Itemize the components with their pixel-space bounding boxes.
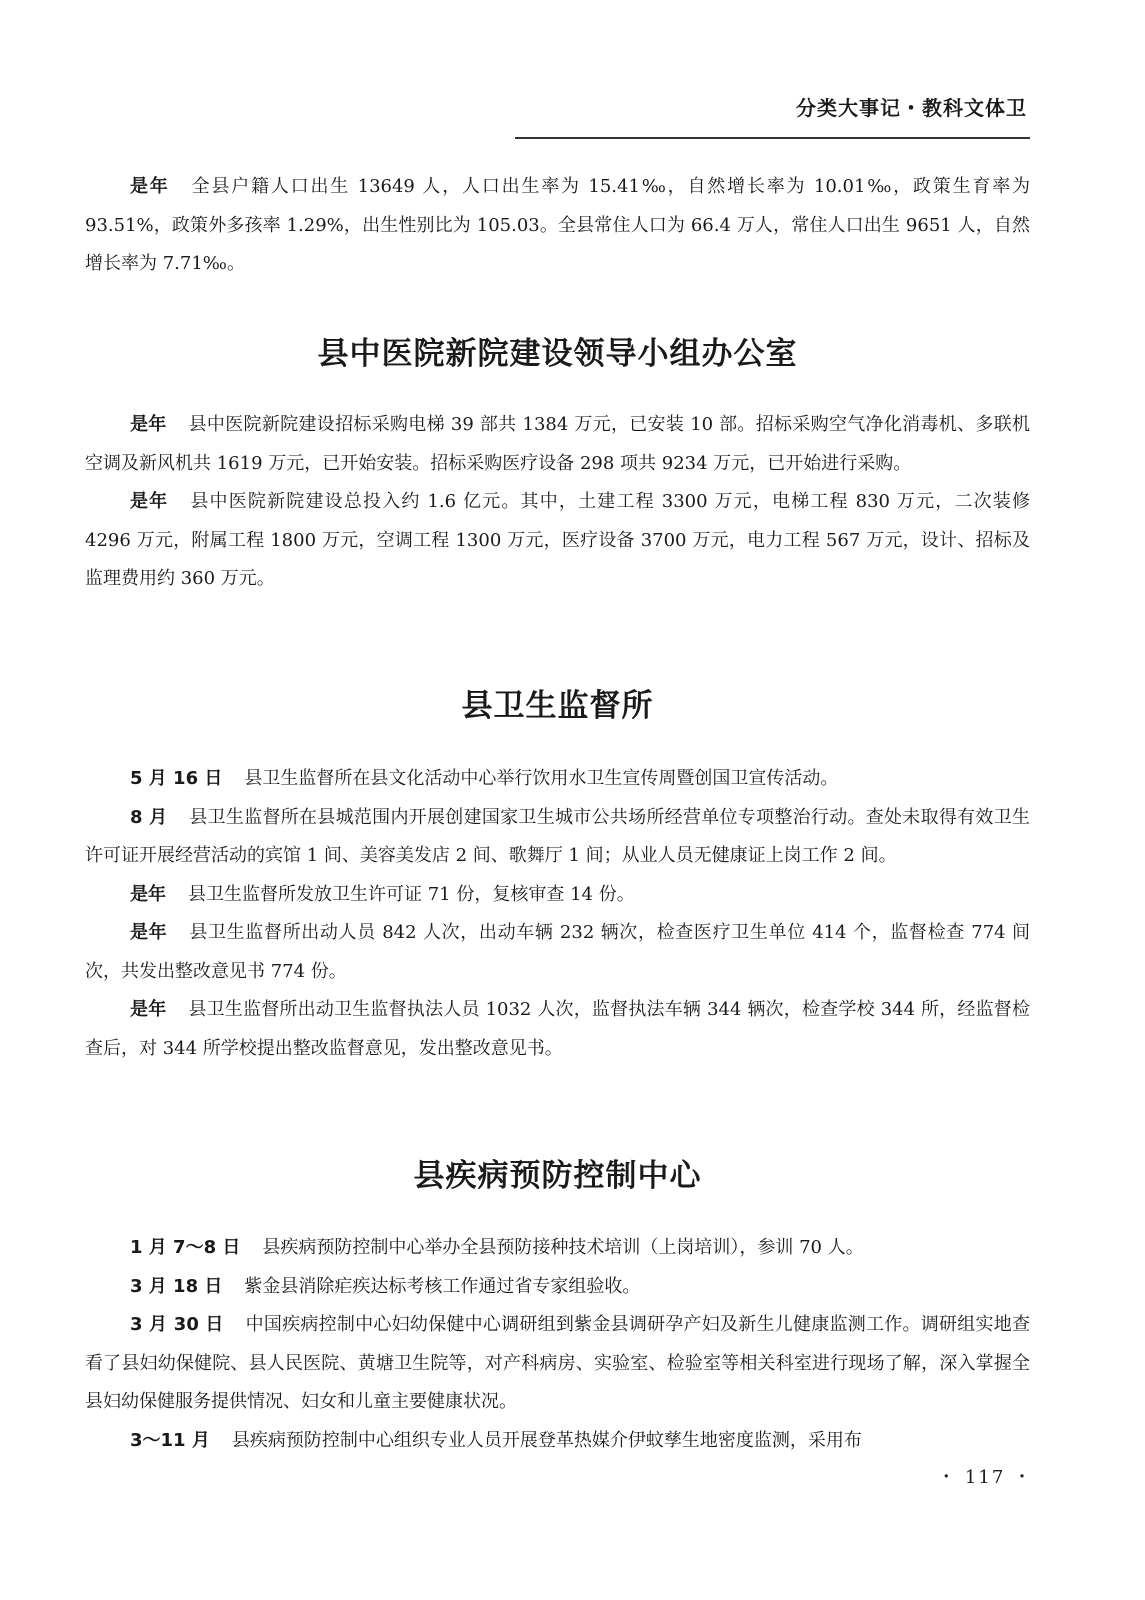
entry-text: 县中医院新院建设招标采购电梯 39 部共 1384 万元，已安装 10 部。招标采购空气净化消毒机、多联机空调及新风机共 1619 万元，已开始安装。招标采购医疗设备 298 项共 9234 万元，已开始进行采购。	[85, 414, 1031, 474]
entry-text: 紫金县消除疟疾达标考核工作通过省专家组验收。	[244, 1275, 641, 1297]
paragraph	[85, 1229, 1030, 1268]
paragraph	[85, 799, 1030, 876]
section-title: 县卫生监督所	[461, 688, 654, 724]
entry-text: 县中医院新院建设总投入约 1.6 亿元。其中，土建工程 3300 万元，电梯工程 830 万元，二次装修 4296 万元，附属工程 1800 万元，空调工程 1300 万元，医疗设备 3700 万元，电力工程 567 万元，设计、招标及监理费用约 360 万元。	[85, 491, 1031, 589]
paragraph	[85, 914, 1030, 991]
entry-date: 是年	[130, 999, 167, 1020]
paragraph	[85, 1422, 1030, 1461]
paragraph	[85, 876, 1030, 915]
entry-date: 3 月 18 日	[130, 1275, 223, 1297]
entry-text: 县卫生监督所在县文化活动中心举行饮用水卫生宣传周暨创国卫宣传活动。	[244, 768, 839, 789]
entry-date: 3～11 月	[130, 1429, 210, 1451]
entry-date: 8 月	[130, 806, 168, 828]
entry-date: 是年	[130, 414, 167, 435]
paragraph	[85, 1268, 1030, 1307]
entry-date: 5 月 16 日	[130, 768, 223, 789]
entry-text: 县疾病预防控制中心举办全县预防接种技术培训（上岗培训），参训 70 人。	[262, 1237, 864, 1258]
intro-block	[85, 168, 1030, 284]
section-jibing-yufang-body	[85, 1229, 1030, 1460]
section-title: 县中医院新院建设领导小组办公室	[317, 336, 798, 372]
section-title: 县疾病预防控制中心	[413, 1158, 702, 1194]
section-weisheng-jiandu-body	[85, 760, 1030, 1068]
paragraph	[85, 760, 1030, 799]
entry-text: 全县户籍人口出生 13649 人，人口出生率为 15.41‰，自然增长率为 10.01‰，政策生育率为 93.51%，政策外多孩率 1.29%，出生性别比为 105.03。全县常住人口为 66.4 万人，常住人口出生 9651 人，自然增长率为 7.71‰。	[85, 176, 1031, 274]
section-weisheng-jiandu	[85, 680, 1030, 725]
paragraph	[85, 483, 1030, 599]
paragraph	[85, 1306, 1030, 1422]
entry-date: 是年	[130, 883, 166, 905]
entry-text: 县卫生监督所出动人员 842 人次，出动车辆 232 辆次，检查医疗卫生单位 414 个，监督检查 774 间次，共发出整改意见书 774 份。	[85, 922, 1030, 982]
section-jibing-yufang	[85, 1150, 1030, 1195]
section-zhongyiyuan-body	[85, 406, 1030, 599]
entry-date: 1 月 7～8 日	[130, 1237, 241, 1258]
entry-text: 县卫生监督所出动卫生监督执法人员 1032 人次，监督执法车辆 344 辆次，检查学校 344 所，经监督检查后，对 344 所学校提出整改监督意见，发出整改意见书。	[85, 999, 1030, 1059]
entry-date: 是年	[130, 922, 168, 943]
paragraph	[85, 168, 1030, 284]
header-rule	[515, 137, 1030, 139]
entry-date: 是年	[130, 176, 170, 197]
entry-date: 3 月 30 日	[130, 1314, 224, 1335]
page-number: ・ 117 ・	[937, 1467, 1033, 1488]
entry-text: 中国疾病控制中心妇幼保健中心调研组到紫金县调研孕产妇及新生儿健康监测工作。调研组实地查看了县妇幼保健院、县人民医院、黄塘卫生院等，对产科病房、实验室、检验室等相关科室进行现场了解，深入掌握全县妇幼保健服务提供情况、妇女和儿童主要健康状况。	[85, 1314, 1031, 1412]
paragraph	[85, 406, 1030, 483]
entry-text: 县卫生监督所发放卫生许可证 71 份，复核审查 14 份。	[188, 883, 635, 905]
entry-text: 县卫生监督所在县城范围内开展创建国家卫生城市公共场所经营单位专项整治行动。查处未取得有效卫生许可证开展经营活动的宾馆 1 间、美容美发店 2 间、歌舞厅 1 间；从业人员无健康证上岗工作 2 间。	[85, 806, 1030, 866]
entry-text: 县疾病预防控制中心组织专业人员开展登革热媒介伊蚊孳生地密度监测，采用布	[231, 1429, 862, 1451]
section-zhongyiyuan	[85, 328, 1030, 373]
paragraph	[85, 991, 1030, 1068]
running-header: 分类大事记・教科文体卫	[796, 96, 1027, 120]
entry-date: 是年	[130, 491, 169, 512]
